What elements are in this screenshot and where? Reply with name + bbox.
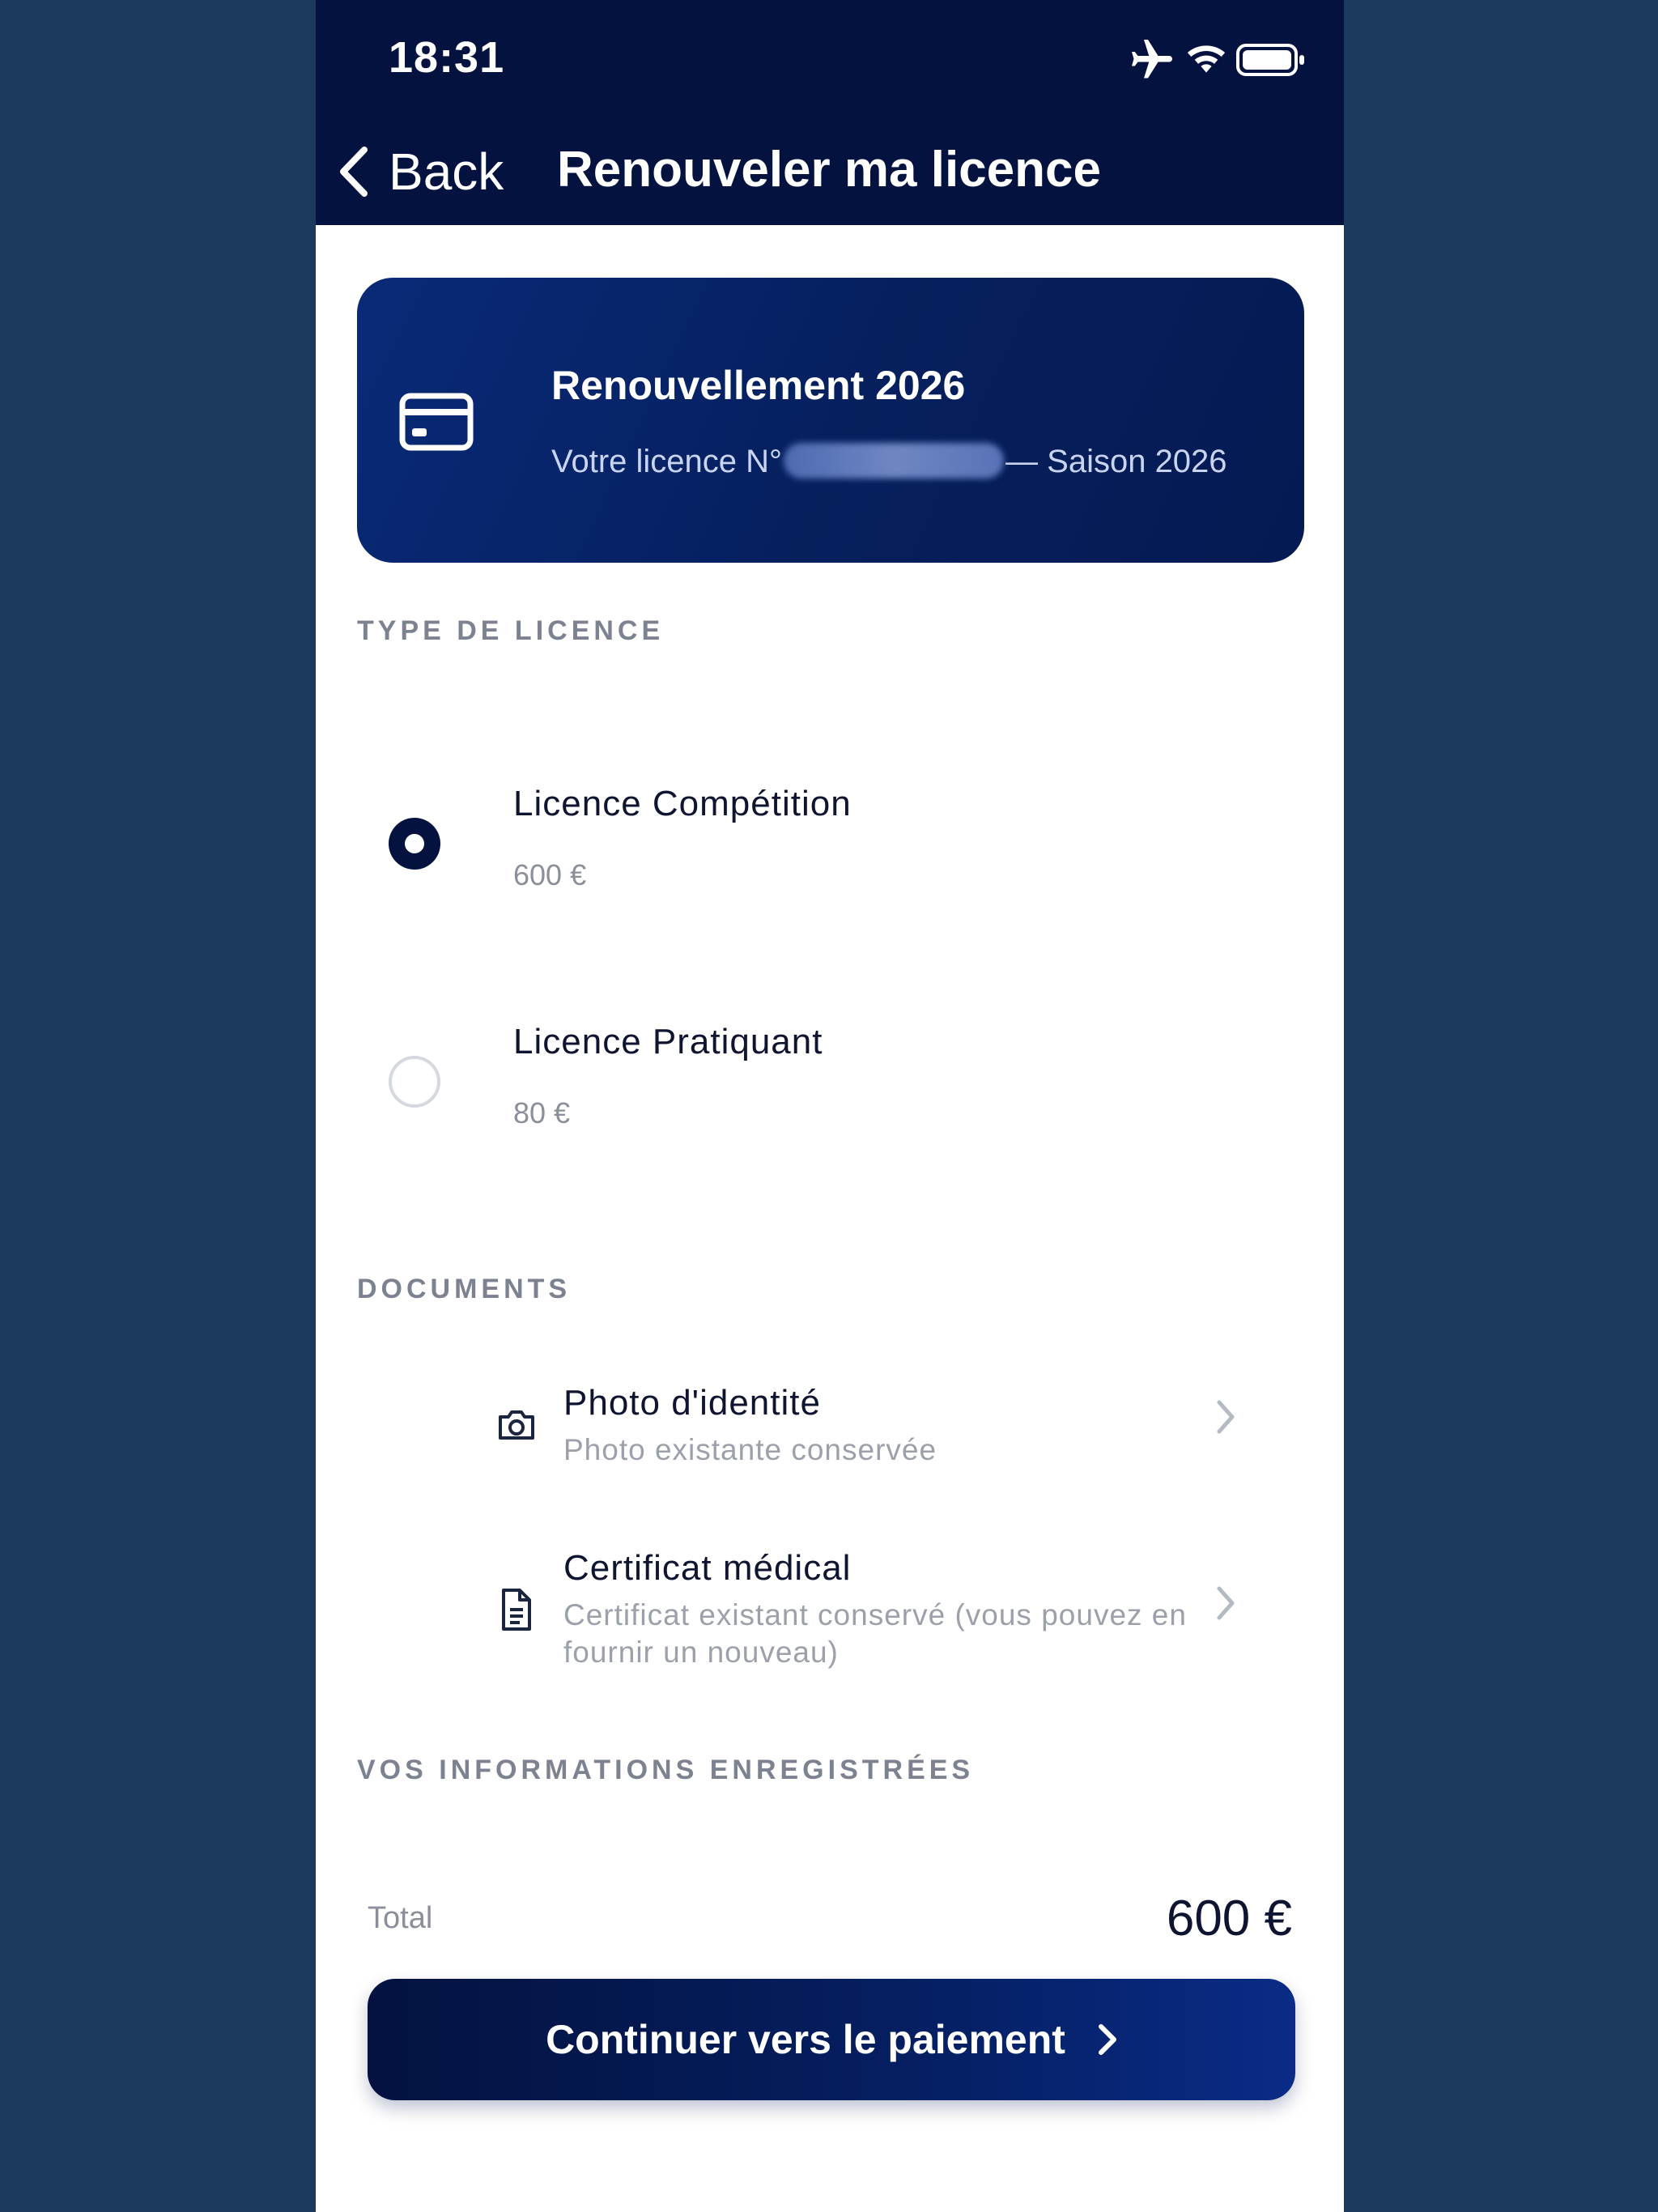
document-subtitle: Certificat existant conservé (vous pouvez en fournir un nouveau) (563, 1598, 1187, 1669)
top-bar (316, 0, 1344, 225)
season-label: — Saison 2026 (1005, 444, 1227, 479)
license-number-label: Votre licence N° (551, 444, 783, 479)
document-title: Photo d'identité (563, 1383, 821, 1423)
license-option-label: Licence Compétition (513, 784, 852, 823)
documents-heading: DOCUMENTS (357, 1274, 572, 1304)
document-subtitle: Photo existante conservée (563, 1433, 937, 1466)
back-label: Back (389, 143, 504, 201)
continue-to-payment-button[interactable] (368, 1979, 1295, 2100)
wifi-icon (1184, 40, 1228, 76)
chevron-right-icon (1214, 1585, 1237, 1621)
document-photo-row[interactable] (389, 1383, 1295, 1488)
phone-screen (316, 0, 1344, 2212)
renewal-card (357, 278, 1304, 563)
chevron-right-icon (1098, 2023, 1117, 2056)
renewal-subtitle (551, 443, 1227, 480)
document-certificate-row[interactable] (389, 1548, 1295, 1678)
document-icon (499, 1587, 534, 1632)
chevron-right-icon (1214, 1399, 1237, 1435)
license-option-label: Licence Pratiquant (513, 1022, 823, 1061)
license-option-competition[interactable] (389, 784, 1279, 946)
camera-icon (495, 1407, 538, 1443)
radio-unselected[interactable] (389, 1056, 440, 1108)
airplane-icon (1128, 36, 1176, 84)
credit-card-icon (399, 393, 474, 451)
license-option-price: 600 € (513, 858, 587, 891)
license-option-practitioner[interactable] (389, 1022, 1279, 1184)
back-button[interactable] (337, 139, 504, 204)
license-type-heading: TYPE DE LICENCE (357, 615, 665, 646)
license-option-price: 80 € (513, 1096, 571, 1129)
continue-button-label: Continuer vers le paiement (546, 2017, 1065, 2062)
page-title: Renouveler ma licence (557, 142, 1101, 198)
total-value: 600 € (1166, 1891, 1292, 1946)
license-number-redacted (784, 443, 1004, 479)
battery-icon (1236, 42, 1306, 78)
renewal-title: Renouvellement 2026 (551, 363, 966, 408)
document-title: Certificat médical (563, 1548, 852, 1588)
saved-info-heading: VOS INFORMATIONS ENREGISTRÉES (357, 1755, 975, 1785)
radio-selected[interactable] (389, 818, 440, 870)
chevron-left-icon (337, 145, 369, 198)
status-time: 18:31 (389, 33, 505, 82)
total-label: Total (368, 1901, 433, 1935)
status-icons (1128, 36, 1306, 84)
